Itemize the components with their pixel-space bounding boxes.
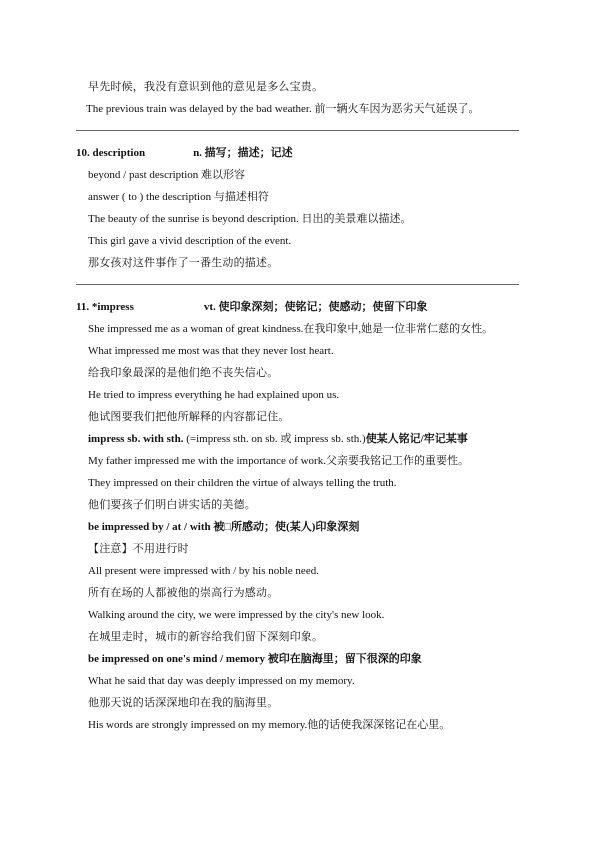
entry-11-line: 所有在场的人都被他的崇高行为感动。 [88, 587, 279, 599]
entry-10-heading [76, 146, 293, 160]
entry-11-line: Walking around the city, we were impressed by the city's new look. [88, 609, 385, 621]
entry-10-word: 10. description [76, 147, 146, 159]
entry-10-line: This girl gave a vivid description of the event. [88, 235, 292, 247]
entry-11-line: 他那天说的话深深地印在我的脑海里。 [88, 697, 279, 709]
entry-11-line: His words are strongly impressed on my memory.他的话使我深深铭记在心里。 [88, 719, 451, 731]
entry-11-line: 他试图要我们把他所解释的内容都记住。 [88, 411, 290, 423]
entry-11-pos: vt. 使印象深刻；使铭记；使感动；使留下印象 [203, 301, 428, 313]
entry-11-line: All present were impressed with / by his noble need. [88, 565, 319, 577]
entry-11-line: He tried to impress everything he had explained upon us. [88, 389, 340, 401]
entry-10-line: beyond / past description 难以形容 [88, 169, 246, 181]
entry-11-line: What he said that day was deeply impressed on my memory. [88, 675, 355, 687]
phrase-be-impressed-on-mind: be impressed on one's mind / memory 被印在脑海里；留下很深的印象 [88, 653, 422, 665]
entry-11-line: 在城里走时，城市的新容给我们留下深刻印象。 [88, 631, 324, 643]
entry-10-line: 那女孩对这件事作了一番生动的描述。 [88, 257, 279, 269]
entry-11-line: What impressed me most was that they never lost heart. [88, 345, 334, 357]
entry-11-line: My father impressed me with the importance of work.父亲要我铭记工作的重要性。 [88, 455, 469, 467]
entry-10-line: The beauty of the sunrise is beyond description. 日出的美景难以描述。 [88, 213, 412, 225]
divider-middle [76, 284, 519, 285]
phrase-variant: (=impress sth. on sb. 或 impress sb. sth.) [183, 433, 366, 445]
phrase-meaning: 使某人铭记/牢记某事 [365, 433, 468, 445]
divider-top [76, 130, 519, 131]
entry-11-heading [76, 300, 428, 314]
intro-line-2: The previous train was delayed by the bad weather. 前一辆火车因为恶劣天气延误了。 [86, 103, 480, 115]
phrase-be-impressed-by: be impressed by / at / with 被□所感动；使(某人)印象深刻 [88, 521, 360, 533]
entry-11-line: She impressed me as a woman of great kindness.在我印象中,她是一位非常仁慈的女性。 [88, 323, 494, 335]
entry-10-line: answer ( to ) the description 与描述相符 [88, 191, 269, 203]
entry-11-line: They impressed on their children the virtue of always telling the truth. [88, 477, 397, 489]
note-label: 【注意】不用进行时 [88, 543, 189, 555]
entry-11-line: 给我印象最深的是他们绝不丧失信心。 [88, 367, 279, 379]
entry-11-word: 11. *impress [76, 301, 134, 313]
phrase-key: impress sb. with sth. [88, 433, 184, 445]
entry-11-line: 他们要孩子们明白讲实话的美德。 [88, 499, 256, 511]
intro-line-1: 早先时候，我没有意识到他的意见是多么宝贵。 [88, 81, 324, 93]
entry-10-pos: n. 描写；描述；记述 [193, 147, 293, 159]
phrase-impress-sb-with-sth [88, 432, 468, 446]
